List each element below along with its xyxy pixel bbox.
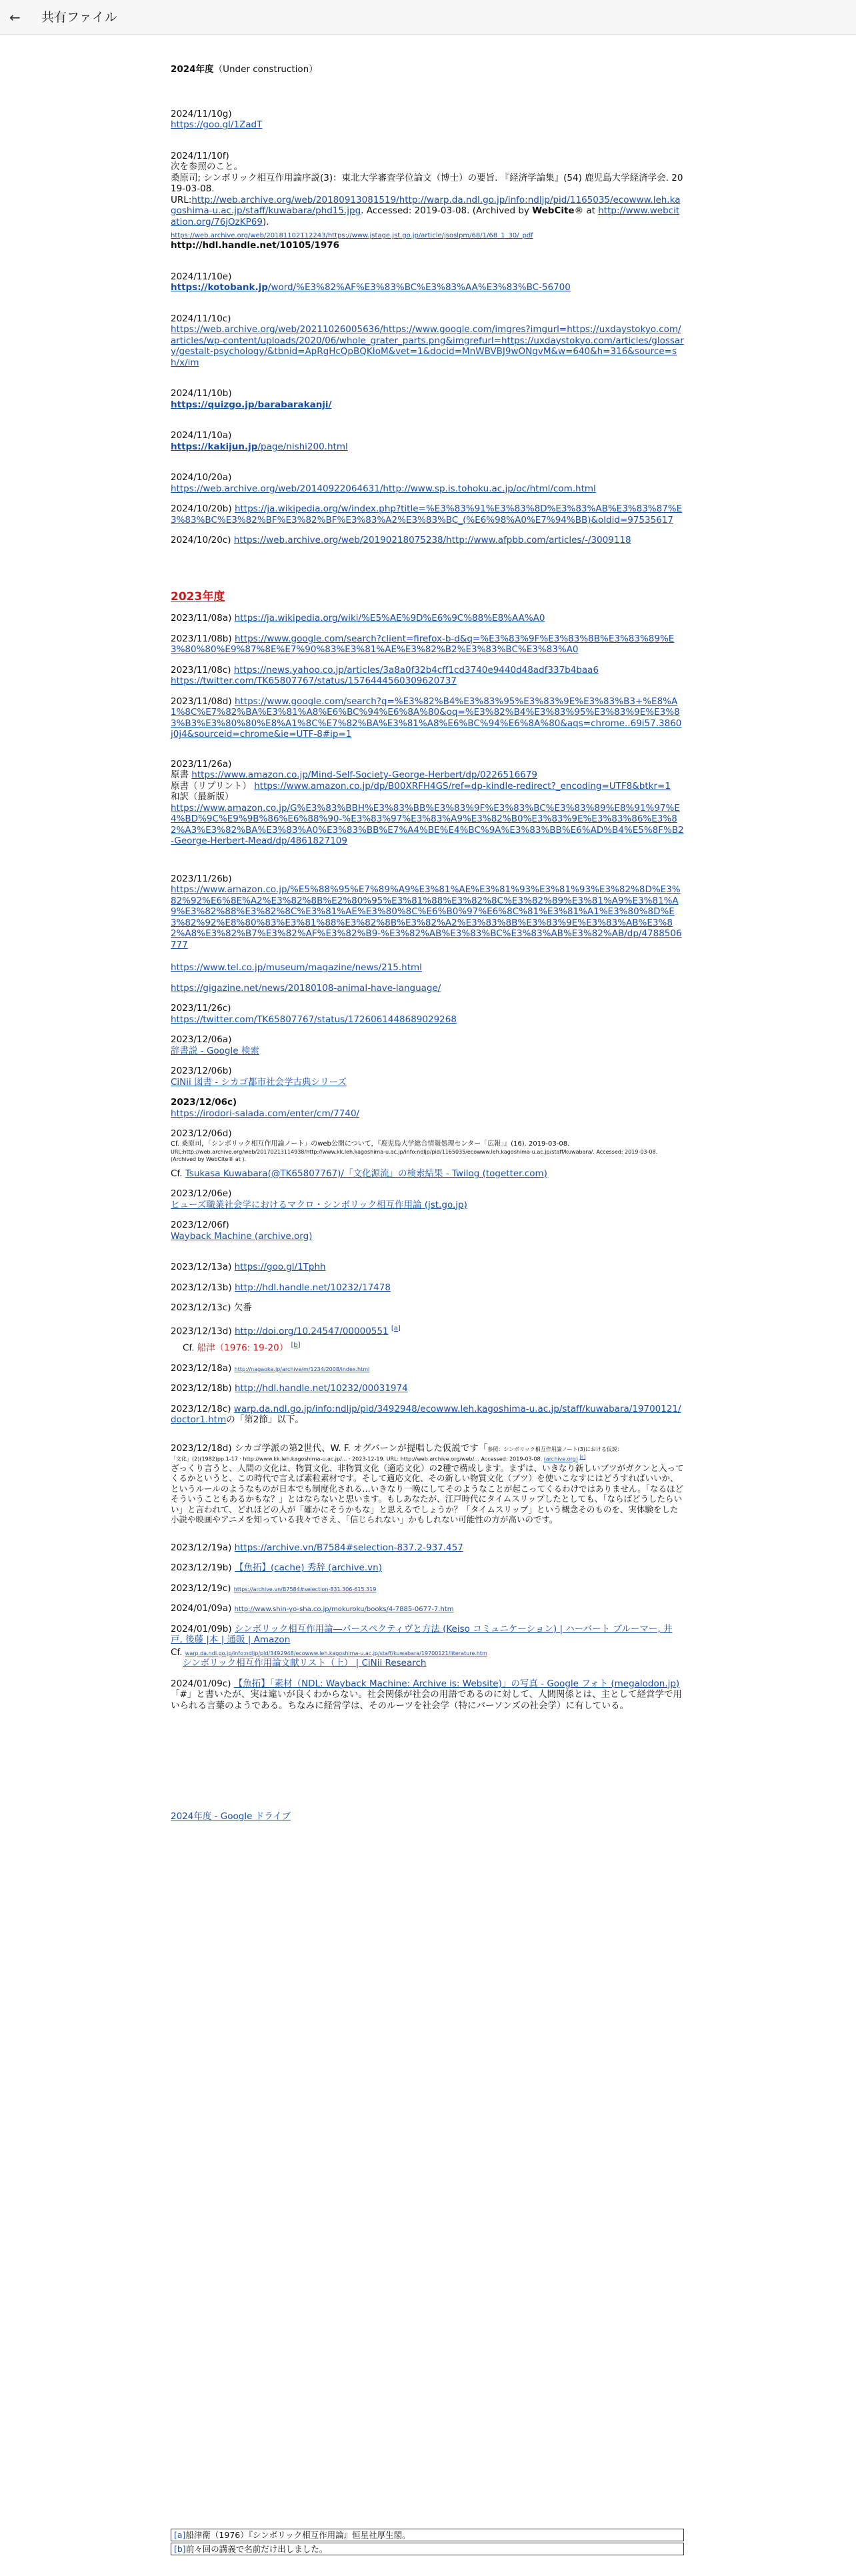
entry-text: 欠番 <box>233 1302 252 1313</box>
archived-text: (Archived by WebCite® at <box>171 1156 241 1162</box>
entry-link[interactable]: http://hdl.handle.net/10232/17478 <box>234 1282 391 1293</box>
drive-link[interactable]: 2024年度 - Google ドライブ <box>171 1811 291 1822</box>
year-heading: 2024年度 <box>171 64 214 75</box>
entry-date: 2023/12/06e) <box>171 1188 232 1199</box>
entry-date: 2023/11/26c) <box>171 1003 231 1014</box>
entry-link[interactable]: https://quizgo.jp/barabarakanji/ <box>171 399 332 410</box>
entry-text: 桑原司; シンボリック相互作用論序説(3)：東北大学審査学位論文（博士）の要旨. 『経済学論集』(54) 鹿児島大学経済学会. 2019-03-08. <box>171 172 683 194</box>
entry-link[interactable]: http://www.shin-yo-sha.co.jp/mokuroku/books/4-7885-0677-7.htm <box>234 1606 454 1614</box>
entry-link[interactable]: https://twitter.com/TK65807767/status/1576444560309620737 <box>171 676 457 686</box>
entry-link[interactable]: https://twitter.com/TK65807767/status/1726061448689029268 <box>171 1014 457 1025</box>
entry-link[interactable]: https://news.yahoo.co.jp/articles/3a8a0f32b4cff1cd3740e9440d48adf337b4baa6 <box>233 664 599 676</box>
entry-link[interactable]: https://archive.vn/B7584#selection-831.306-615.319 <box>233 1586 377 1592</box>
entry-link[interactable]: (archive.org) <box>543 1456 578 1462</box>
entry-link[interactable]: https://goo.gl/1ZadT <box>171 119 263 130</box>
entry-link[interactable]: シンボリック相互作用論―パースペクティヴと方法 (Keiso コミュニケーション) | ハーバート ブルーマー, 井戸, 後藤 |本 | 通販 | Amazon <box>171 1623 673 1646</box>
entry-date: 2023/12/19a) <box>171 1542 232 1553</box>
entry-date: 2023/12/06c) <box>171 1097 237 1108</box>
entry-link[interactable]: Wayback Machine (archive.org) <box>171 1230 313 1242</box>
entry-link[interactable]: warp.da.ndl.go.jp/info:ndljp/pid/3492948/ecowww.leh.kagoshima-u.ac.jp/staff/kuwabara/19700121/doctor1.htm <box>171 1403 681 1425</box>
entry-date: 2023/12/18a) <box>171 1362 232 1374</box>
entry-link[interactable]: https://www.amazon.co.jp/G%E3%83%BBH%E3%83%BB%E3%83%9F%E3%83%BC%E3%83%89%E8%91%97%E4%BD%9C%E9%9B%86%E6%88%90-%E3%83%97%E3%83%A9%E3%82%B0%E3%83%9E%E3%83%86%E3%82%A3%E3%82%BA%E3%83%A0%E3%83%BB%E7%A4%BE%E4%BC%9A%E3%83%BB%E6%AD%B4%E5%8F%B2-George-Herbert-Mead/dp/4861827109 <box>171 802 684 846</box>
entry-date: 2023/11/26b) <box>171 873 232 884</box>
entry-link[interactable]: http://nagaoka.jp/archive/m/1234/2008/index.html <box>234 1366 370 1372</box>
end-text: ). <box>242 1156 247 1162</box>
webcite-link[interactable]: http://www.webcitation.org/76jOzKP69 <box>171 205 680 227</box>
arrow-left-icon[interactable]: ← <box>9 9 21 25</box>
end-text: ). <box>262 216 269 227</box>
accessed-text: . Accessed: 2019-03-08. <box>593 1148 658 1155</box>
entry-link[interactable]: CiNii 図書 - シカゴ都市社会学古典シリーズ <box>171 1076 347 1088</box>
entry-date: 2023/12/18d) <box>171 1442 232 1454</box>
entry-date: 2023/12/18b) <box>171 1383 232 1394</box>
footnote-text: 前々回の講義で名前だけ出しました。 <box>185 2544 328 2554</box>
entry-link[interactable]: https://www.amazon.co.jp/dp/B00XRFH4GS/ref=dp-kindle-redirect?_encoding=UTF8&btkr=1 <box>254 780 671 792</box>
entry-date: 2023/12/06d) <box>171 1128 232 1139</box>
entry-link[interactable]: https://goo.gl/1Tphh <box>234 1262 326 1272</box>
entry-link[interactable]: https://archive.vn/B7584#selection-837.2-937.457 <box>234 1542 463 1553</box>
small-link[interactable]: https://web.archive.org/web/20181102112243/https://www.jstage.jst.go.jp/article/jsoslpm/68/1/68_1_30/_pdf <box>171 232 533 239</box>
entry-date: 2023/12/13b) <box>171 1282 232 1293</box>
entry-link[interactable]: https://irodori-salada.com/enter/cm/7740/ <box>171 1108 360 1119</box>
entry-date: 2024/11/10f) <box>171 150 229 161</box>
footnote-ref[interactable]: [a] <box>391 1324 401 1332</box>
handle-text: http://hdl.handle.net/10105/1976 <box>171 240 339 251</box>
entry-link[interactable]: warp.da.ndl.go.jp/info:ndljp/pid/3492948/ecowww.leh.kagoshima-u.ac.jp/staff/kuwabara/19700121/literature.htm <box>185 1650 487 1656</box>
entry-link[interactable]: https://kakijun.jp/page/nishi200.html <box>171 441 348 452</box>
cf-label: Cf. <box>171 1168 183 1179</box>
entry-link[interactable]: Tsukasa Kuwabara(@TK65807767)/「文化源流」の検索結果 - Twilog (togetter.com) <box>185 1168 547 1179</box>
at-text: ® at <box>574 205 595 216</box>
footnote-item <box>171 2543 684 2555</box>
entry-date: 2023/11/08c) <box>171 664 231 676</box>
url-lead: URL: <box>171 194 192 205</box>
webcite-label: WebCite <box>532 205 575 216</box>
entry-date: 2024/11/10g) <box>171 108 232 119</box>
cf-label: Cf. <box>171 1140 179 1148</box>
entry-text: シカゴ学派の第2世代、W. F. オグバーンが提唱した仮説です「 <box>234 1442 488 1454</box>
entry-text: の「第2節」以下。 <box>226 1414 304 1425</box>
entry-date: 2023/11/26a) <box>171 758 232 770</box>
entry-link[interactable]: https://www.google.com/search?q=%E3%82%B4%E3%83%95%E3%83%9E%E3%83%B3+%E8%A1%8C%E7%82%BA%E3%81%A8%E6%BC%94%E6%8A%80&oq=%E3%82%B4%E3%83%95%E3%83%9E%E3%83%B3%E3%80%80%E8%A1%8C%E7%82%BA%E3%81%A8%E6%BC%94%E6%8A%80&aqs=chrome..69i57.3860j0j4&sourceid=chrome&ie=UTF-8#ip=1 <box>171 696 682 740</box>
entry-link[interactable]: 【魚拓】(cache) 秀辞 (archive.vn) <box>234 1562 382 1574</box>
entry-date: 2023/12/18c) <box>171 1403 231 1414</box>
entry-text: URL:http://web.archive.org/web/20170213114938/http://www.kk.leh.kagoshima-u.ac.jp/info:ndljp/pid/1165035/ecowww.leh.kagoshima-u.ac.jp/staff/kuwabara/ <box>171 1148 593 1155</box>
entry-link[interactable]: https://web.archive.org/web/20140922064631/http://www.sp.is.tohoku.ac.jp/oc/html/com.html <box>171 483 596 494</box>
citation-text: 船津（1976: 19-20） <box>197 1342 289 1353</box>
entry-date: 2023/12/13c) <box>171 1302 231 1313</box>
entry-link[interactable]: https://ja.wikipedia.org/w/index.php?title=%E3%83%91%E3%83%8D%E3%83%AB%E3%83%87%E3%83%BC%E3%82%BF%E3%82%BF%E3%83%A2%E3%83%BC_(%E6%98%A0%E7%94%BB)&oldid=97535617 <box>171 503 683 525</box>
entry-link[interactable]: https://web.archive.org/web/20211026005636/https://www.google.com/imgres?imgurl=https://uxdaystokyo.com/articles/wp-content/uploads/2020/06/whole_grater_parts.png&imgrefurl=https://uxdaystokyo.com/articles/glossary/gestalt-psychology/&tbnid=ApRgHcQpBQKIoM&vet=1&docid=MnWBVBJ9wONgvM&w=640&h=316&source=sh/x/im <box>171 324 684 368</box>
entry-text: 次を参照のこと。 <box>171 161 243 172</box>
entry-link[interactable]: https://web.archive.org/web/20190218075238/http://www.afpbb.com/articles/-/3009118 <box>233 535 631 545</box>
entry-text: 「文化」(2)(1982)pp.1-17 · http://www.kk.leh.kagoshima-u.ac.jp/... · 2023-12-19. URL: http://web.archive.org/web/... Accessed: 2019-03-08. <box>171 1456 543 1462</box>
entry-date: 2024/10/20a) <box>171 472 232 483</box>
page-title: 共有ファイル <box>41 10 117 25</box>
link-label: 原書（リプリント） <box>171 780 251 792</box>
entry-date: 2024/11/10a) <box>171 430 232 441</box>
footnote-text: 船津衛（1976）『シンボリック相互作用論』恒星社厚生閣。 <box>185 2530 411 2540</box>
entry-date: 2023/12/13d) <box>171 1326 232 1336</box>
entry-date: 2024/01/09c) <box>171 1678 231 1689</box>
footnote-mark[interactable]: [a] <box>174 2530 186 2540</box>
entry-link[interactable]: 辞書説 - Google 検索 <box>171 1045 259 1056</box>
entry-link[interactable]: http://hdl.handle.net/10232/00031974 <box>234 1383 408 1394</box>
entry-body: ざっくり言うと、人間の文化は、物質文化、非物質文化（適応文化）の2種で構成します。まずは、いきなり新しいブツがガクンと入ってくるかというと、この時代で言えば素粒素材です。そして適応文化、その新しい物質文化（ブツ）を使いこなすにはどうすればいいか、というルールのようなものが日本でも制度化される…いきなり一晩にしてそのようなことが起こってくるわけではありません。「なるほどそういうこともあるかもな？」とはならないと思います。もしあなたが、江戸時代にタイムスリップしたとしても、「ならばどうしたらいい」と言われて、どれほどの人が「確かにそうかもな」と思えるでしょうか？「タイムスリップ」という概念そのものを、実体験をした小説や映画やアニメを知っている我々でさえ、「信じられない」かもしれない可能性の方が高いのです。 <box>171 1462 684 1525</box>
entry-link[interactable]: http://doi.org/10.24547/00000551 <box>234 1326 389 1336</box>
document-body <box>171 64 684 1832</box>
entry-date: 2024/11/10c) <box>171 313 231 324</box>
footnotes <box>171 2529 684 2557</box>
accessed-text: . Accessed: 2019-03-08. (Archived by <box>361 205 529 216</box>
entry-link[interactable]: https://www.google.com/search?client=firefox-b-d&q=%E3%83%9F%E3%83%8B%E3%83%89%E3%80%80%E9%87%8E%E7%90%83%E3%81%AE%E3%82%B2%E3%83%BC%E3%83%A0 <box>171 633 675 655</box>
entry-date: 2023/11/08a) <box>171 613 232 623</box>
entry-date: 2023/12/06a) <box>171 1034 232 1045</box>
entry-body: 「#」と書いたが、実は違いが良くわからない。社会関係が社会の用語であるのに対して、人間関係とは、主として経営学で用いられる言葉のようである。ちなみに経営学は、そのルーツを社会学（特にパーソンズの社会学）に有している。 <box>171 1689 683 1711</box>
entry-date: 2024/01/09b) <box>171 1623 232 1634</box>
entry-link[interactable]: シンボリック相互作用論文献リスト（上） | CiNii Research <box>183 1658 427 1669</box>
entry-link[interactable]: http://web.archive.org/web/20180913081519/http://warp.da.ndl.go.jp/info:ndljp/pid/1165035/ecowww.leh.kagoshima-u.ac.jp/staff/kuwabara/phd15.jpg <box>171 194 681 216</box>
entry-link[interactable]: https://www.amazon.co.jp/Mind-Self-Society-George-Herbert/dp/0226516679 <box>191 770 537 780</box>
section-heading-2023: 2023年度 <box>171 589 225 603</box>
entry-date: 2024/01/09a) <box>171 1603 232 1614</box>
entry-link[interactable]: https://www.amazon.co.jp/%E5%88%95%E7%89%A9%E3%81%AE%E3%81%93%E3%81%93%E3%82%8D%E3%82%92%E6%8E%A2%E3%82%8B%E2%80%95%E3%81%88%E3%82%8C%E3%82%89%E3%81%A9%E3%81%A9%E3%82%88%E3%82%8C%E3%81%AE%E3%80%8C%E6%B0%97%E6%8C%81%E3%81%A1%E3%80%8D%E3%82%92%E8%80%83%E3%81%88%E3%82%8B%E3%82%A2%E3%83%8B%E3%83%9E%E3%83%AB%E3%82%A8%E3%82%B7%E3%82%AF%E3%82%B9-%E3%82%AB%E3%83%BC%E3%83%AB%E3%82%AB/dp/4788506777 <box>171 884 682 950</box>
entry-link[interactable]: ヒューズ職業社会学におけるマクロ・シンボリック相互作用論 (jst.go.jp) <box>171 1199 467 1210</box>
footnote-item <box>171 2529 684 2541</box>
entry-date: 2024/10/20c) <box>171 535 231 545</box>
footnote-mark[interactable]: [b] <box>174 2544 186 2554</box>
entry-date: 2023/12/19c) <box>171 1582 231 1594</box>
entry-date: 2024/10/20b) <box>171 503 232 514</box>
entry-date: 2023/12/19b) <box>171 1562 232 1574</box>
entry-link[interactable]: 【魚拓】「素材（NDL: Wayback Machine: Archive is: Website)」の写真 - Google フォト (megalodon.jp) <box>233 1678 680 1689</box>
link-label: 和訳（最新版） <box>171 792 234 802</box>
year-note: （Under construction） <box>213 64 318 75</box>
cf-label: Cf. <box>171 1646 183 1658</box>
entry-link[interactable]: https://www.tel.co.jp/museum/magazine/news/215.html <box>171 962 422 973</box>
entry-date: 2023/11/08b) <box>171 633 232 644</box>
entry-link[interactable]: https://kotobank.jp/word/%E3%82%AF%E3%83%BC%E3%83%AA%E3%83%BC-56700 <box>171 282 571 293</box>
entry-date: 2023/12/13a) <box>171 1262 232 1272</box>
entry-text: 桑原司，「シンボリック相互作用論ノート」のweb公開について，『鹿児島大学総合情報処理センター「広報」』(16). 2019-03-08. <box>181 1140 570 1148</box>
entry-date: 2024/11/10b) <box>171 388 232 399</box>
entry-date: 2023/12/06b) <box>171 1066 232 1076</box>
link-label: 原書 <box>171 770 189 780</box>
entry-link[interactable]: https://gigazine.net/news/20180108-animal-have-language/ <box>171 982 441 994</box>
footnote-ref[interactable]: [c] <box>579 1454 586 1460</box>
entry-link[interactable]: https://ja.wikipedia.org/wiki/%E5%AE%9D%E6%9C%88%E8%AA%A0 <box>234 613 545 623</box>
entry-date: 2024/11/10e) <box>171 271 232 282</box>
cf-label: Cf. <box>183 1342 195 1353</box>
entry-date: 2023/11/08d) <box>171 696 232 707</box>
top-bar <box>0 0 856 35</box>
entry-date: 2023/12/06f) <box>171 1220 229 1230</box>
footnote-ref[interactable]: [b] <box>291 1341 301 1349</box>
entry-text: 参照：シンボリック相互作用論ノート(3)における仮説： <box>487 1446 623 1452</box>
